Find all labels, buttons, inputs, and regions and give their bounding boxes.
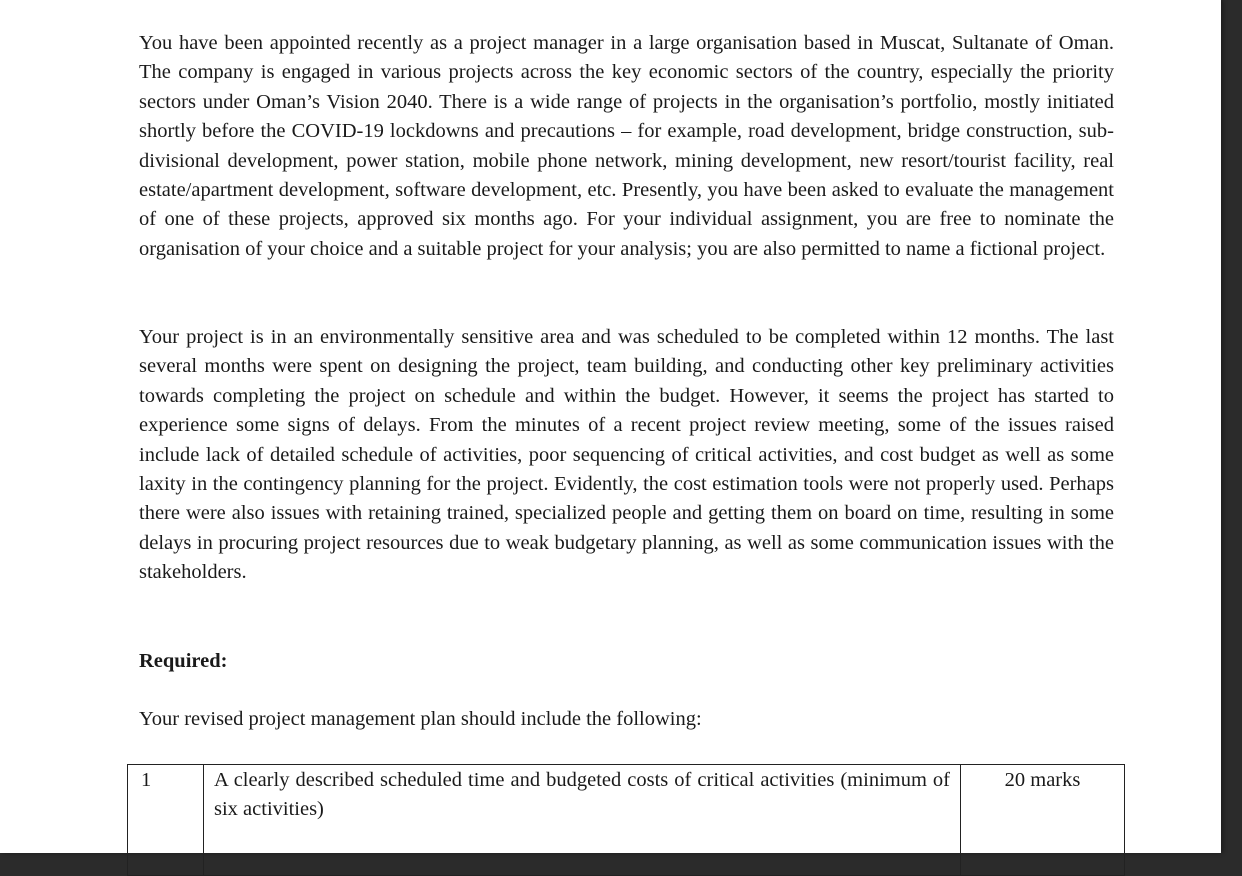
required-heading: Required:: [139, 650, 228, 672]
requirement-description-cell: [204, 765, 961, 876]
requirement-number-cell: [128, 765, 204, 876]
scenario-paragraph-1: You have been appointed recently as a project manager in a large organisation based in Muscat, Sultanate of Oman. The company is engaged in various projects across the key economic sectors of the country, especially the priority sectors under Oman’s Vision 2040. There is a wide range of projects in the organisation’s portfolio, mostly initiated shortly before the COVID-19 lockdowns and precautions – for example, road development, bridge construction, sub-divisional development, power station, mobile phone network, mining development, new resort/tourist facility, real estate/apartment development, software development, etc. Presently, you have been asked to evaluate the management of one of these projects, approved six months ago. For your individual assignment, you are free to nominate the organisation of your choice and a suitable project for your analysis; you are also permitted to name a fictional project.: [139, 32, 1114, 260]
requirements-table: [127, 764, 1125, 876]
required-intro: Your revised project management plan should include the following:: [139, 708, 702, 730]
scenario-paragraph-2: Your project is in an environmentally sensitive area and was scheduled to be completed within 12 months. The last several months were spent on designing the project, team building, and conducting other key preliminary activities towards completing the project on schedule and within the budget. However, it seems the project has started to experience some signs of delays. From the minutes of a recent project review meeting, some of the issues raised include lack of detailed schedule of activities, poor sequencing of critical activities, and cost budget as well as some laxity in the contingency planning for the project. Evidently, the cost estimation tools were not properly used. Perhaps there were also issues with retaining trained, specialized people and getting them on board on time, resulting in some delays in procuring project resources due to weak budgetary planning, as well as some communication issues with the stakeholders.: [139, 326, 1114, 584]
requirement-number: 1: [141, 769, 152, 791]
requirement-description: A clearly described scheduled time and budgeted costs of critical activities (minimum of six activities): [214, 769, 950, 820]
table-row: [128, 765, 1125, 876]
requirement-marks: 20 marks: [1004, 769, 1081, 791]
requirement-marks-cell: [961, 765, 1125, 876]
